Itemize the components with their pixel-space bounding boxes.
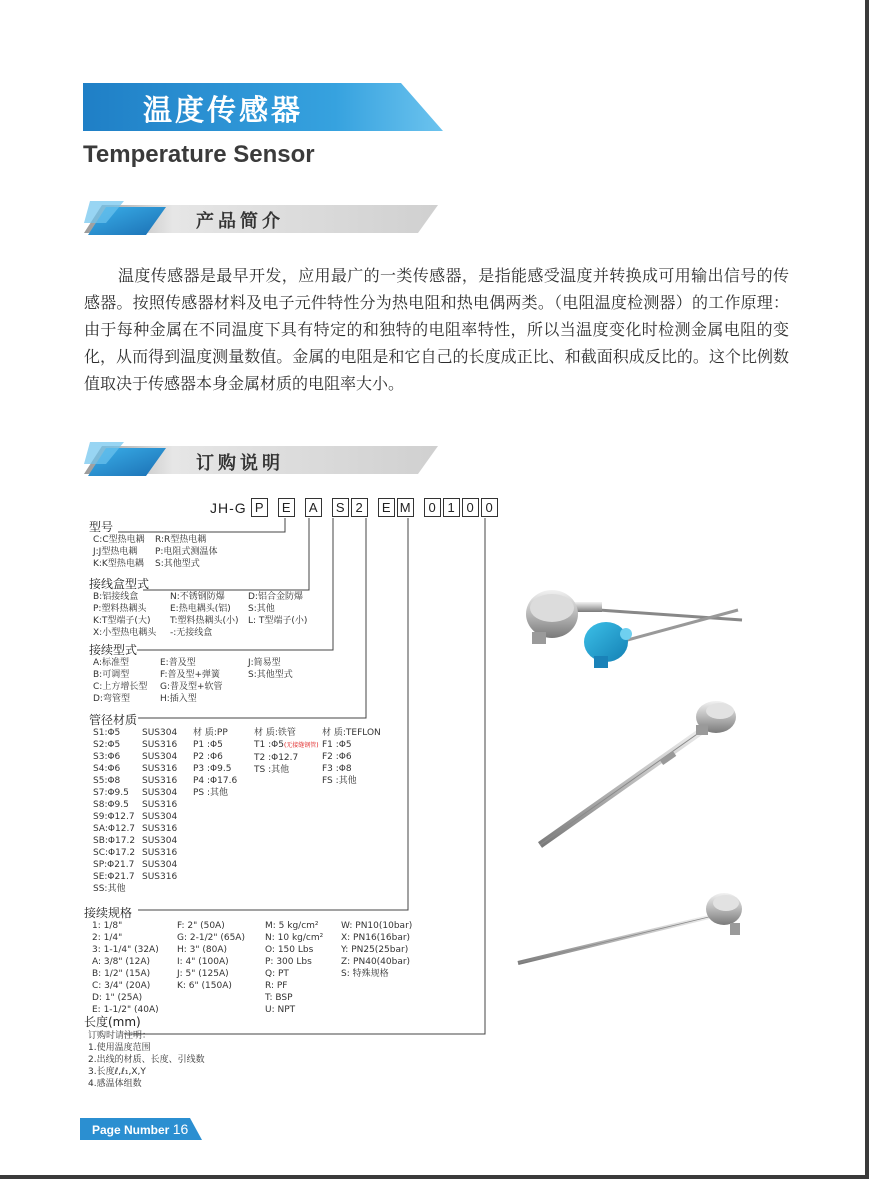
option-text: S4:Φ6 (93, 764, 121, 774)
option-text: W: PN10(10bar) (341, 921, 413, 931)
spec-col4 (341, 920, 412, 980)
option-text: SP:Φ21.7 (93, 860, 135, 870)
option-text: SS:其他 (93, 884, 126, 894)
option-text: F1 :Φ5 (322, 740, 352, 750)
group-title-length: 长度(mm) (84, 1015, 141, 1029)
sensor-photo-1 (510, 570, 750, 680)
option-text: J: 5" (125A) (177, 969, 229, 979)
pipe-col5 (322, 727, 381, 787)
pipe-col2 (142, 727, 177, 883)
option-text: FS :其他 (322, 776, 357, 786)
group-title-box: 接线盒型式 (89, 577, 150, 591)
option-text: TS :其他 (254, 765, 290, 775)
option-text: C:C型热电耦 (93, 535, 145, 545)
option-text: C:上方增长型 (93, 682, 148, 692)
option-text: H:插入型 (160, 694, 197, 704)
option-text: D:弯管型 (93, 694, 130, 704)
option-text: G:普及型+软管 (160, 682, 223, 692)
option-text: SUS316 (142, 800, 178, 810)
option-text (254, 739, 319, 752)
pipe-col1 (93, 727, 135, 895)
sensor-photo-2 (520, 695, 745, 855)
code-box: M (397, 498, 414, 517)
option-text: S3:Φ6 (93, 752, 121, 762)
pipe-col4 (254, 727, 319, 776)
page-number-value: 16 (172, 1121, 189, 1137)
option-text: G: 2-1/2" (65A) (177, 933, 245, 943)
option-text: S8:Φ9.5 (93, 800, 129, 810)
option-text: S:其他型式 (155, 559, 200, 569)
box-col2 (170, 591, 239, 639)
note-item: 2.出线的材质、长度、引线数 (88, 1055, 205, 1065)
option-text: H: 3" (80A) (177, 945, 228, 955)
code-box: P (251, 498, 268, 517)
code-box: 0 (424, 498, 441, 517)
option-text: B: 1/2" (15A) (92, 969, 151, 979)
group-title-pipe: 管径材质 (89, 713, 138, 727)
option-text: P2 :Φ6 (193, 752, 223, 762)
option-code: T1 :Φ5 (254, 740, 284, 750)
option-text: M: 5 kg/cm² (265, 921, 319, 931)
column-header: 材 质:铁管 (254, 728, 296, 738)
option-text: Y: PN25(25bar) (341, 945, 409, 955)
option-text: S7:Φ9.5 (93, 788, 129, 798)
option-text: 2: 1/4" (92, 933, 123, 943)
option-text: E:普及型 (160, 658, 196, 668)
option-text: K:K型热电耦 (93, 559, 144, 569)
option-text: J:J型热电耦 (93, 547, 138, 557)
option-text: P: 300 Lbs (265, 957, 312, 967)
option-text: F3 :Φ8 (322, 764, 352, 774)
model-col2 (155, 534, 217, 570)
option-text: S5:Φ8 (93, 776, 121, 786)
group-title-model: 型号 (89, 520, 114, 534)
code-box: A (305, 498, 322, 517)
note-item: 4.感温体组数 (88, 1079, 142, 1089)
group-title-connect: 接续型式 (89, 643, 138, 657)
option-text: A:标准型 (93, 658, 130, 668)
code-box: 2 (351, 498, 368, 517)
option-text: SUS316 (142, 848, 178, 858)
option-text: SUS304 (142, 812, 178, 822)
spec-col1 (92, 920, 159, 1016)
option-text: C: 3/4" (20A) (92, 981, 151, 991)
option-text: SUS316 (142, 872, 178, 882)
option-text: J:简易型 (248, 658, 281, 668)
option-text: D:铝合金防爆 (248, 592, 303, 602)
option-text: S1:Φ5 (93, 728, 121, 738)
option-text: N: 10 kg/cm² (265, 933, 324, 943)
code-box: 0 (462, 498, 479, 517)
option-text: N:不锈钢防爆 (170, 592, 225, 602)
option-text: U: NPT (265, 1005, 296, 1015)
seamless-note: (无接缝钢管) (283, 742, 319, 749)
option-text: SUS304 (142, 752, 178, 762)
option-text: SC:Φ17.2 (93, 848, 136, 858)
code-box: 0 (481, 498, 498, 517)
option-text: T2 :Φ12.7 (254, 753, 299, 763)
option-text: P4 :Φ17.6 (193, 776, 238, 786)
box-col3 (248, 591, 307, 627)
connect-col1 (93, 657, 147, 705)
option-text: SUS316 (142, 740, 178, 750)
option-text: E:热电耦头(铝) (170, 604, 231, 614)
option-text: F:普及型+弹簧 (160, 670, 221, 680)
connect-col2 (160, 657, 223, 705)
option-text: F: 2" (50A) (177, 921, 225, 931)
option-text: S: 特殊规格 (341, 969, 389, 979)
option-text: L: T型端子(小) (248, 616, 308, 626)
option-text: SUS316 (142, 824, 178, 834)
option-text: I: 4" (100A) (177, 957, 229, 967)
note-item: 1.使用温度范围 (88, 1043, 151, 1053)
option-text: SA:Φ12.7 (93, 824, 136, 834)
option-text: S:其他 (248, 604, 275, 614)
option-text: PS :其他 (193, 788, 229, 798)
option-text: S2:Φ5 (93, 740, 121, 750)
option-text: S:其他型式 (248, 670, 293, 680)
option-text: P1 :Φ5 (193, 740, 223, 750)
spec-col3 (265, 920, 323, 1016)
section-title-intro: 产品简介 (196, 211, 284, 232)
code-box: 1 (443, 498, 460, 517)
option-text: SUS316 (142, 764, 178, 774)
group-title-spec: 接续规格 (84, 906, 133, 920)
option-text: SUS304 (142, 788, 178, 798)
column-header: 材 质:TEFLON (322, 728, 381, 738)
option-text: SUS304 (142, 860, 178, 870)
notes-header: 订购时请注明： (88, 1031, 152, 1041)
column-header: 材 质:PP (193, 728, 228, 738)
option-text: SB:Φ17.2 (93, 836, 136, 846)
option-text: E: 1-1/2" (40A) (92, 1005, 159, 1015)
box-col1 (93, 591, 156, 639)
option-text: SUS316 (142, 776, 178, 786)
page-title: 温度传感器 (143, 93, 304, 127)
page-subtitle: Temperature Sensor (83, 141, 315, 168)
page-number-label: Page Number (92, 1123, 170, 1137)
option-text: S9:Φ12.7 (93, 812, 135, 822)
option-text: 3: 1-1/4" (32A) (92, 945, 159, 955)
order-code-prefix: JH-G (210, 499, 247, 516)
option-text: -:无接线盒 (170, 628, 213, 638)
order-notes (88, 1030, 205, 1090)
spec-col2 (177, 920, 245, 992)
model-col1 (93, 534, 145, 570)
code-box: E (278, 498, 295, 517)
option-text: T: BSP (265, 993, 293, 1003)
option-text: O: 150 Lbs (265, 945, 314, 955)
option-text: B:可调型 (93, 670, 130, 680)
page-number (92, 1121, 188, 1137)
option-text: Q: PT (265, 969, 289, 979)
option-text: Z: PN40(40bar) (341, 957, 411, 967)
intro-paragraph: 温度传感器是最早开发，应用最广的一类传感器，是指能感受温度并转换成可用输出信号的传感器。按照传感器材料及电子元件特性分为热电阻和热电偶两类。（电阻温度检测器）的工作原理：由于每种金属在不同温度下具有特定的和独特的电阻率特性，所以当温度变化时检测金属电阻的变化，从而得到温度测量数值。金属的电阻是和它自己的长度成正比、和截面积成反比的。这个比例数值取决于传感器本身金属材质的电阻率大小。 (84, 266, 789, 393)
option-text: K: 6" (150A) (177, 981, 232, 991)
code-box: S (332, 498, 349, 517)
option-text: P:电阻式测温体 (155, 547, 218, 557)
sensor-photo-3 (512, 885, 752, 970)
option-text: B:铝接线盒 (93, 592, 139, 602)
section-title-order: 订购说明 (196, 453, 284, 474)
option-text: R: PF (265, 981, 288, 991)
option-text: 1: 1/8" (92, 921, 123, 931)
option-text: A: 3/8" (12A) (92, 957, 151, 967)
option-text: P:塑料热耦头 (93, 604, 147, 614)
option-text: F2 :Φ6 (322, 752, 352, 762)
option-text: K:T型端子(大) (93, 616, 151, 626)
code-box: E (378, 498, 395, 517)
note-item: 3.长度ℓ,ℓ₁,X,Y (88, 1067, 146, 1077)
pipe-col3 (193, 727, 237, 799)
option-text: T:塑料热耦头(小) (170, 616, 239, 626)
option-text: SUS304 (142, 728, 178, 738)
option-text: SE:Φ21.7 (93, 872, 135, 882)
option-text: X:小型热电耦头 (93, 628, 157, 638)
option-text: R:R型热电耦 (155, 535, 207, 545)
option-text: P3 :Φ9.5 (193, 764, 232, 774)
option-text: X: PN16(16bar) (341, 933, 411, 943)
option-text: SUS304 (142, 836, 178, 846)
option-text: D: 1" (25A) (92, 993, 143, 1003)
connect-col3 (248, 657, 293, 681)
